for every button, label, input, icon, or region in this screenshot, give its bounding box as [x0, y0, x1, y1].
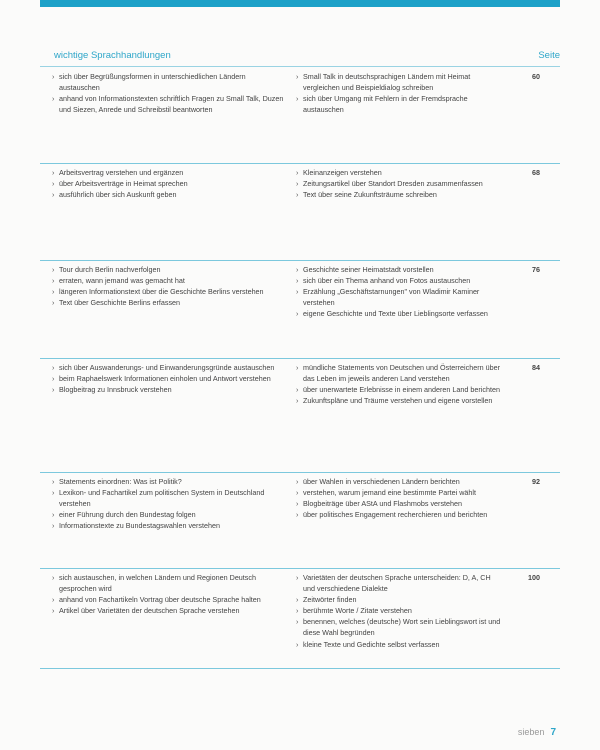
list-item: › eigene Geschichte und Texte über Lieblingsorte verfassen — [296, 308, 504, 319]
list-item: › einer Führung durch den Bundestag folgen — [52, 509, 288, 520]
list-item: › anhand von Informationstexten schriftlich Fragen zu Small Talk, Duzen und Siezen, Anrede und Schreibstil beantworten — [52, 93, 288, 115]
list-item: › beim Raphaelswerk Informationen einholen und Antwort verstehen — [52, 373, 288, 384]
list-item: › längeren Informationstext über die Geschichte Berlins verstehen — [52, 286, 288, 297]
table-row — [40, 67, 560, 164]
list-item: › Lexikon- und Fachartikel zum politischen System in Deutschland verstehen — [52, 487, 288, 509]
list-item: › über unerwartete Erlebnisse in einem anderen Land berichten — [296, 384, 504, 395]
list-item: › Small Talk in deutschsprachigen Ländern mit Heimat vergleichen und Beispieldialog schreiben — [296, 71, 504, 93]
table-row — [40, 472, 560, 569]
page-reference: 60 — [532, 72, 540, 81]
list-item: › sich über ein Thema anhand von Fotos austauschen — [296, 275, 504, 286]
list-item: › erraten, wann jemand was gemacht hat — [52, 275, 288, 286]
right-column — [296, 572, 504, 650]
list-item: › Erzählung „Geschäftstarnungen" von Wladimir Kaminer verstehen — [296, 286, 504, 308]
right-column — [296, 362, 504, 406]
left-column — [52, 476, 288, 531]
left-column — [52, 572, 288, 616]
right-column — [296, 71, 504, 115]
list-item: › Text über Geschichte Berlins erfassen — [52, 297, 288, 308]
list-item: › anhand von Fachartikeln Vortrag über deutsche Sprache halten — [52, 594, 288, 605]
list-item: › Blogbeitrag zu Innsbruck verstehen — [52, 384, 288, 395]
table-header — [40, 48, 560, 67]
page-reference: 92 — [532, 477, 540, 486]
page-reference: 76 — [532, 265, 540, 274]
column-title-sprachhandlungen: wichtige Sprachhandlungen — [54, 50, 171, 61]
list-item: › sich austauschen, in welchen Ländern und Regionen Deutsch gesprochen wird — [52, 572, 288, 594]
list-item: › über Arbeitsverträge in Heimat sprechen — [52, 178, 288, 189]
list-item: › benennen, welches (deutsche) Wort sein Lieblingswort ist und diese Wahl begründen — [296, 616, 504, 638]
top-accent-bar — [40, 0, 560, 7]
right-column — [296, 167, 504, 200]
list-item: › Arbeitsvertrag verstehen und ergänzen — [52, 167, 288, 178]
table-row — [40, 260, 560, 359]
right-column — [296, 476, 504, 520]
page-footer — [518, 727, 556, 738]
page-number: 7 — [550, 727, 556, 738]
page-reference: 100 — [528, 573, 540, 582]
table-row — [40, 163, 560, 261]
list-item: › berühmte Worte / Zitate verstehen — [296, 605, 504, 616]
right-column — [296, 264, 504, 319]
table-row — [40, 358, 560, 473]
list-item: › Artikel über Varietäten der deutschen Sprache verstehen — [52, 605, 288, 616]
list-item: › verstehen, warum jemand eine bestimmte Partei wählt — [296, 487, 504, 498]
list-item: › mündliche Statements von Deutschen und Österreichern über das Leben im jeweils anderen Land verstehen — [296, 362, 504, 384]
list-item: › Tour durch Berlin nachverfolgen — [52, 264, 288, 275]
table-row — [40, 568, 560, 669]
list-item: › über Wahlen in verschiedenen Ländern berichten — [296, 476, 504, 487]
page-word: sieben — [517, 727, 545, 737]
list-item: › ausführlich über sich Auskunft geben — [52, 189, 288, 200]
list-item: › sich über Auswanderungs- und Einwanderungsgründe austauschen — [52, 362, 288, 373]
list-item: › Text über seine Zukunftsträume schreiben — [296, 189, 504, 200]
list-item: › Informationstexte zu Bundestagswahlen verstehen — [52, 520, 288, 531]
list-item: › Zeitungsartikel über Standort Dresden zusammenfassen — [296, 178, 504, 189]
left-column — [52, 264, 288, 308]
list-item: › sich über Umgang mit Fehlern in der Fremdsprache austauschen — [296, 93, 504, 115]
list-item: › Geschichte seiner Heimatstadt vorstellen — [296, 264, 504, 275]
page-reference: 84 — [532, 363, 540, 372]
left-column — [52, 167, 288, 200]
left-column — [52, 362, 288, 395]
page-reference: 68 — [532, 168, 540, 177]
list-item: › sich über Begrüßungsformen in unterschiedlichen Ländern austauschen — [52, 71, 288, 93]
list-item: › Blogbeiträge über AStA und Flashmobs verstehen — [296, 498, 504, 509]
left-column — [52, 71, 288, 115]
list-item: › Varietäten der deutschen Sprache unterscheiden: D, A, CH und verschiedene Dialekte — [296, 572, 504, 594]
list-item: › über politisches Engagement recherchieren und berichten — [296, 509, 504, 520]
list-item: › Zukunftspläne und Träume verstehen und eigene vorstellen — [296, 395, 504, 406]
list-item: › Zeitwörter finden — [296, 594, 504, 605]
list-item: › kleine Texte und Gedichte selbst verfassen — [296, 639, 504, 650]
column-title-seite: Seite — [538, 50, 560, 61]
list-item: › Statements einordnen: Was ist Politik? — [52, 476, 288, 487]
list-item: › Kleinanzeigen verstehen — [296, 167, 504, 178]
